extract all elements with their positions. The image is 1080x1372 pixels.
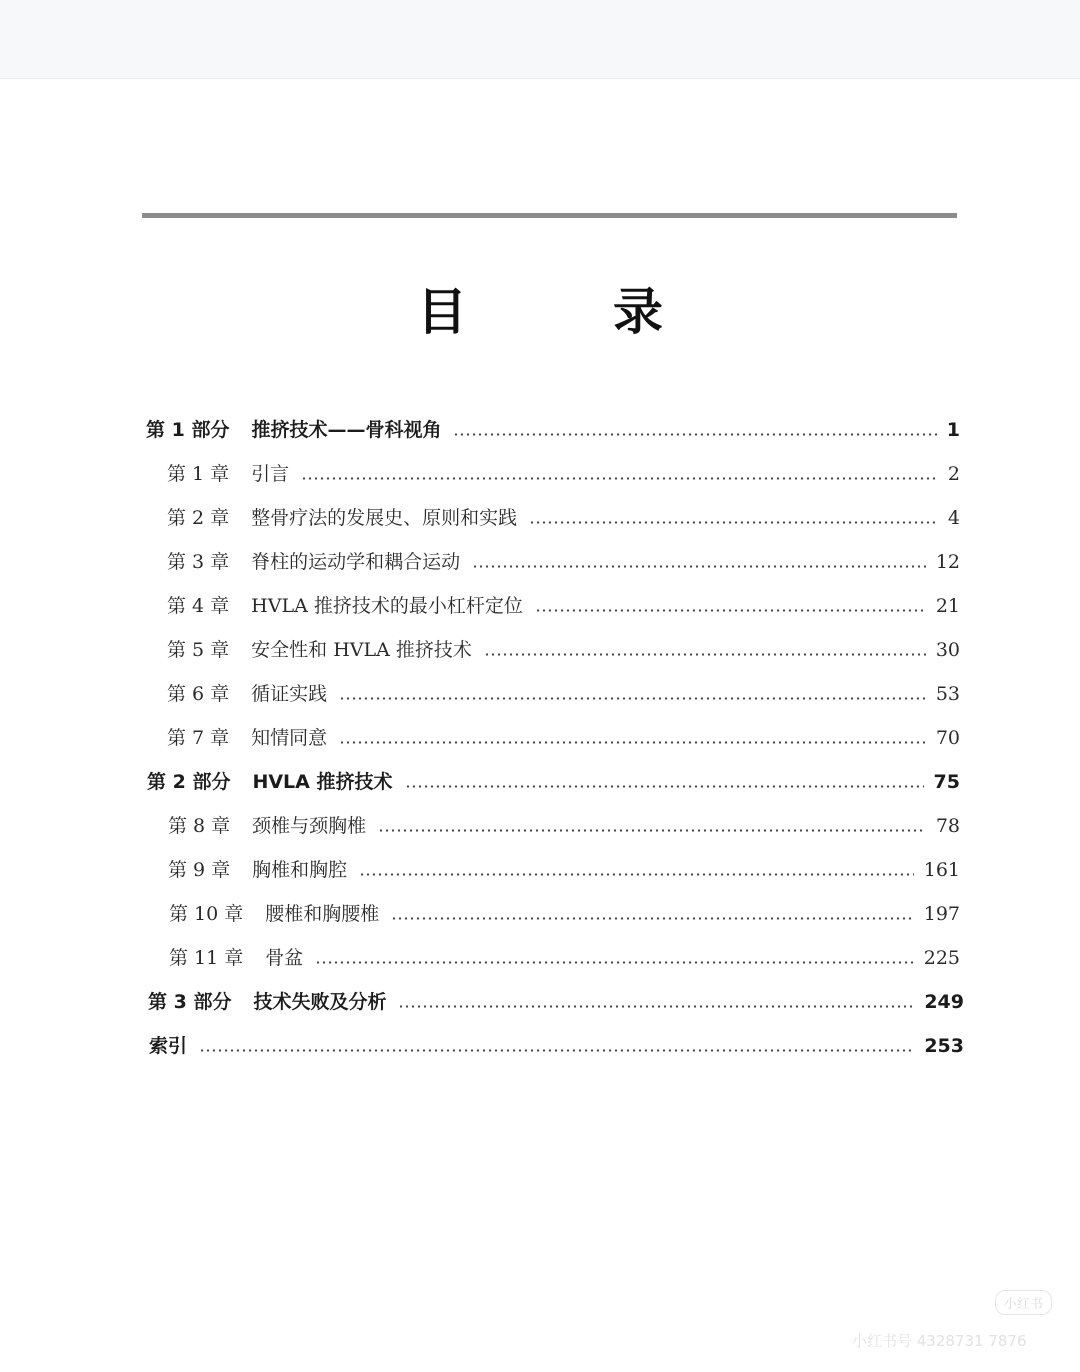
toc-chapter-9[interactable] [168,846,960,882]
toc-chapter-1[interactable] [167,450,960,486]
toc-page-number: 21 [935,595,960,617]
dot-leader [315,961,913,964]
dot-leader [535,609,926,612]
toc-chapter-2[interactable] [167,494,960,530]
toc-chapter-5[interactable] [167,626,960,662]
toc-label: 第 2 部分 [147,771,231,793]
dot-leader [391,917,913,920]
toc-label: 第 5 章 [167,639,230,661]
top-band [0,0,1080,79]
toc-entry-title: HVLA 推挤技术 [252,771,393,793]
header-rule [142,213,957,218]
dot-leader [453,433,936,436]
watermark-text: 小红书号 4328731 7876 [852,1332,1027,1350]
toc-page-number: 12 [935,551,960,573]
toc-label: 第 10 章 [169,903,244,925]
toc-part-1[interactable] [146,406,960,442]
toc-label: 第 11 章 [169,947,244,969]
toc-page-number: 161 [923,859,960,881]
toc-page-number: 253 [924,1035,964,1057]
toc-entry-title: 知情同意 [251,727,328,749]
toc-chapter-8[interactable] [168,802,960,838]
toc-page-number: 53 [935,683,960,705]
toc-entry-title: 引言 [251,463,290,485]
toc-label: 第 7 章 [167,727,230,749]
toc-page-number: 249 [924,991,964,1013]
toc-chapter-3[interactable] [167,538,960,574]
toc-chapter-6[interactable] [167,670,960,706]
toc-entry-title: 循证实践 [251,683,328,705]
toc-label: 第 8 章 [168,815,231,837]
toc-label: 第 6 章 [167,683,230,705]
dot-leader [359,873,914,876]
dot-leader [484,653,926,656]
toc-chapter-10[interactable] [169,890,960,926]
watermark [852,1290,1062,1360]
toc-chapter-11[interactable] [169,934,960,970]
toc-page-number: 78 [935,815,960,837]
toc-chapter-7[interactable] [167,714,960,750]
page-title: 目 录 [417,283,711,341]
dot-leader [398,1005,914,1008]
toc-label: 第 1 章 [167,463,230,485]
toc-label: 第 9 章 [168,859,231,881]
toc-entry-title: 推挤技术——骨科视角 [251,419,442,441]
toc-page-number: 2 [947,463,960,485]
toc-page-number: 197 [923,903,960,925]
toc-page-number: 1 [946,419,960,441]
toc-label: 索引 [149,1035,188,1057]
toc-entry-title: 脊柱的运动学和耦合运动 [251,551,461,573]
toc-entry-title: 安全性和 HVLA 推挤技术 [251,639,472,661]
toc-label: 第 2 章 [167,507,230,529]
toc-chapter-4[interactable] [167,582,960,618]
toc-page-number: 225 [923,947,960,969]
toc-entry-title: 骨盆 [265,947,304,969]
toc-entry-title: 整骨疗法的发展史、原则和实践 [251,507,518,529]
dot-leader [199,1049,914,1052]
dot-leader [405,785,924,788]
dot-leader [472,565,926,568]
toc-entry-title: HVLA 推挤技术的最小杠杆定位 [251,595,523,617]
dot-leader [529,521,938,524]
dot-leader [301,477,938,480]
toc-entry-title: 胸椎和胸腔 [252,859,348,881]
dot-leader [339,697,926,700]
toc-label: 第 3 部分 [148,991,232,1013]
toc-entry-title: 技术失败及分析 [253,991,387,1013]
toc-page-number: 75 [933,771,960,793]
toc-page-number: 30 [935,639,960,661]
toc-page-number: 4 [947,507,960,529]
dot-leader [378,829,926,832]
toc-entry-title: 腰椎和胸腰椎 [265,903,380,925]
toc-page-number: 70 [935,727,960,749]
toc-label: 第 1 部分 [146,419,230,441]
toc-part-2[interactable] [147,758,960,794]
toc-label: 第 4 章 [167,595,230,617]
toc-label: 第 3 章 [167,551,230,573]
toc-index[interactable] [149,1022,964,1058]
toc-entry-title: 颈椎与颈胸椎 [252,815,367,837]
watermark-badge: 小红书 [995,1290,1052,1315]
toc-part-3[interactable] [148,978,964,1014]
dot-leader [339,741,926,744]
